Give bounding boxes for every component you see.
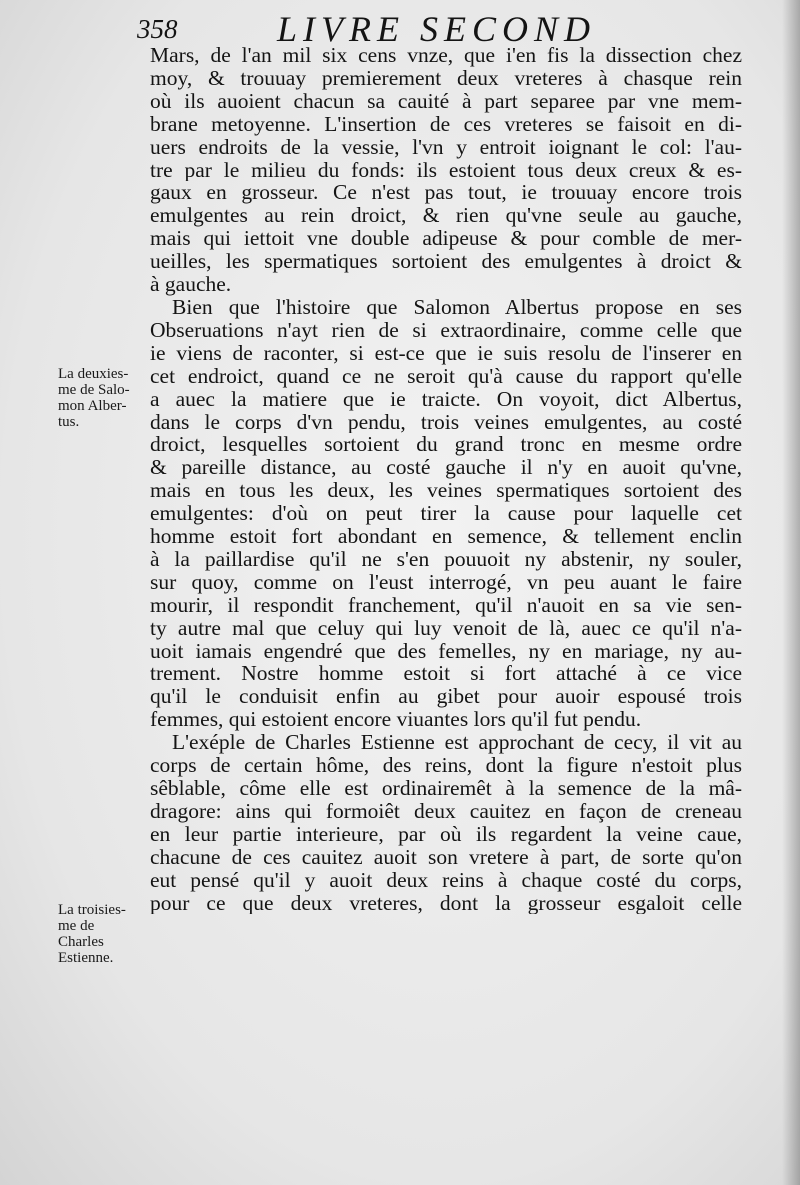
- running-head: [137, 8, 737, 48]
- text-line: droict, lesquelles sortoient du grand tronc en mesme ordre: [150, 433, 742, 457]
- text-line: sur quoy, comme on l'eust interrogé, vn peu auant le faire: [150, 570, 742, 594]
- margin-note-line: La troisies-: [58, 902, 126, 918]
- text-line: chacune de ces cauitez auoit son vretere à part, de sorte qu'on: [150, 845, 742, 869]
- text-line: uoit iamais engendré que des femelles, ny en mariage, ny au-: [150, 639, 742, 663]
- text-line: gaux en grosseur. Ce n'est pas tout, ie trouuay encore trois: [150, 181, 742, 205]
- margin-note-line: La deuxies-: [58, 366, 129, 382]
- text-line: en leur partie interieure, par où ils regardent la veine caue,: [150, 822, 742, 846]
- text-line: eut pensé qu'il y auoit deux reins à chaque costé du corps,: [150, 868, 742, 892]
- page-number: 358: [137, 14, 178, 44]
- text-line: mourir, il respondit franchement, qu'il n'auoit en sa vie sen-: [150, 593, 742, 617]
- text-line: homme estoit fort abondant en semence, & tellement enclin: [150, 525, 742, 548]
- text-line: a auec la matiere que ie traicte. On voyoit, dict Albertus,: [150, 387, 742, 411]
- text-line: trement. Nostre homme estoit si fort attaché à ce vice: [150, 662, 742, 686]
- text-line: uers endroits de la vessie, l'vn y entroit ioignant le col: l'au-: [150, 135, 742, 159]
- text-line: dragore: ains qui formoiêt deux cauitez en façon de creneau: [150, 799, 742, 823]
- text-line: ty autre mal que celuy qui luy venoit de là, auec ce qu'il n'a-: [150, 616, 742, 640]
- margin-note-charles: [58, 902, 153, 966]
- margin-note-line: me de: [58, 918, 95, 934]
- text-line: brane metoyenne. L'insertion de ces vreteres se faisoit en di-: [150, 112, 742, 136]
- text-line: ueilles, les spermatiques sortoient des emulgentes à droict &: [150, 250, 742, 274]
- text-line: à la paillardise qu'il ne s'en pouuoit ny abstenir, ny souler,: [150, 547, 742, 571]
- text-line: Mars, de l'an mil six cens vnze, que i'en fis la dissection chez: [150, 44, 742, 67]
- text-line: L'exéple de Charles Estienne est approchant de cecy, il vit au: [172, 731, 742, 755]
- running-title: LIVRE SECOND: [277, 9, 596, 49]
- text-line: Obseruations n'ayt rien de si extraordinaire, comme celle que: [150, 318, 742, 342]
- margin-note-line: Charles: [58, 934, 104, 950]
- text-line: moy, & trouuay premierement deux vreteres à chasque rein: [150, 66, 742, 90]
- text-line: qu'il le conduisit enfin au gibet pour auoir espousé trois: [150, 685, 742, 709]
- text-line: ie viens de raconter, si est-ce que ie suis resolu de l'inserer en: [150, 341, 742, 365]
- text-line: à gauche.: [150, 273, 232, 296]
- margin-note-line: me de Salo-: [58, 382, 130, 398]
- margin-note-line: Estienne.: [58, 950, 114, 966]
- margin-note-salomon: [58, 366, 153, 430]
- body-text: [150, 44, 742, 914]
- text-line: emulgentes: d'où on peut tirer la cause pour laquelle cet: [150, 502, 742, 526]
- text-line: dans le corps d'vn pendu, trois veines emulgentes, au costé: [150, 410, 742, 434]
- page-edge-shadow: [782, 0, 800, 1185]
- text-line: sêblable, côme elle est ordinairemêt à la semence de la mâ-: [150, 777, 742, 800]
- text-line: tre par le milieu du fonds: ils estoient tous deux creux & es-: [150, 158, 742, 182]
- text-line: où ils auoient chacun sa cauité à part separee par vne mem-: [150, 89, 742, 113]
- margin-note-line: mon Alber-: [58, 398, 127, 414]
- text-line: cet endroict, quand ce ne seroit qu'à cause du rapport qu'elle: [150, 364, 742, 388]
- text-line: emulgentes au rein droict, & rien qu'vne seule au gauche,: [150, 204, 742, 228]
- text-line: femmes, qui estoient encore viuantes lors qu'il fut pendu.: [150, 708, 642, 732]
- text-line: mais en tous les deux, les veines spermatiques sortoient des: [150, 479, 742, 503]
- text-line: mais qui iettoit vne double adipeuse & pour comble de mer-: [150, 227, 742, 251]
- text-line: Bien que l'histoire que Salomon Albertus propose en ses: [172, 295, 742, 319]
- margin-note-line: tus.: [58, 414, 80, 430]
- text-line: pour ce que deux vreteres, dont la grosseur esgaloit celle: [150, 891, 742, 915]
- text-line: corps de certain hôme, des reins, dont la figure n'estoit plus: [150, 754, 742, 777]
- text-line: & pareille distance, au costé gauche il n'y en auoit qu'vne,: [150, 456, 742, 480]
